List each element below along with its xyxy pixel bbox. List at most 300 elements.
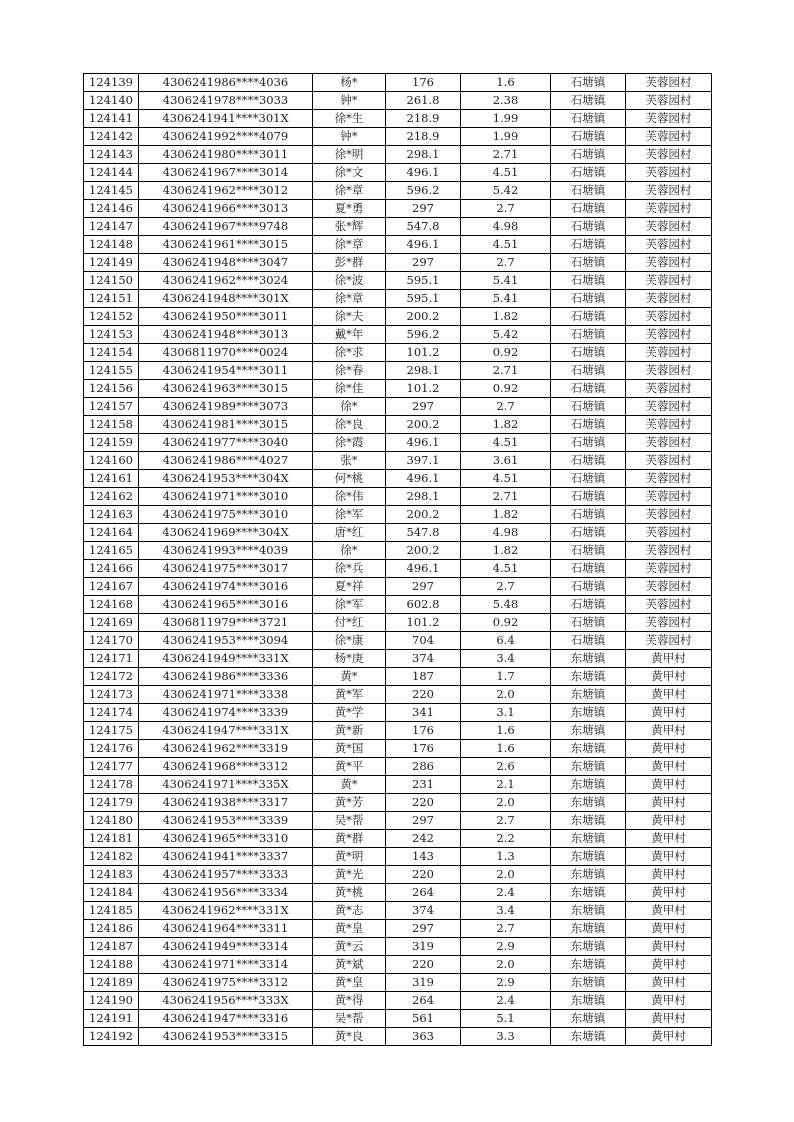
village-cell: 芙蓉园村 (626, 506, 712, 524)
table-row (84, 434, 712, 452)
table-row (84, 1010, 712, 1028)
person-name-cell: 黄*平 (313, 758, 386, 776)
amount-value-cell: 1.99 (461, 128, 551, 146)
area-value-cell: 200.2 (386, 542, 461, 560)
amount-value-cell: 4.98 (461, 218, 551, 236)
person-name-cell: 徐*明 (313, 146, 386, 164)
town-cell: 东塘镇 (551, 992, 626, 1010)
row-number-cell: 124156 (84, 380, 139, 398)
person-name-cell: 黄* (313, 668, 386, 686)
amount-value-cell: 1.6 (461, 74, 551, 92)
area-value-cell: 496.1 (386, 470, 461, 488)
village-cell: 黄甲村 (626, 938, 712, 956)
table-row (84, 146, 712, 164)
town-cell: 东塘镇 (551, 902, 626, 920)
amount-value-cell: 2.4 (461, 992, 551, 1010)
town-cell: 石塘镇 (551, 182, 626, 200)
town-cell: 东塘镇 (551, 920, 626, 938)
person-name-cell: 黄*光 (313, 866, 386, 884)
village-cell: 黄甲村 (626, 884, 712, 902)
area-value-cell: 297 (386, 812, 461, 830)
row-number-cell: 124189 (84, 974, 139, 992)
amount-value-cell: 3.1 (461, 704, 551, 722)
village-cell: 黄甲村 (626, 848, 712, 866)
area-value-cell: 602.8 (386, 596, 461, 614)
town-cell: 东塘镇 (551, 938, 626, 956)
person-name-cell: 徐*佳 (313, 380, 386, 398)
village-cell: 黄甲村 (626, 740, 712, 758)
person-name-cell: 杨*庚 (313, 650, 386, 668)
person-name-cell: 徐*夫 (313, 308, 386, 326)
row-number-cell: 124171 (84, 650, 139, 668)
person-name-cell: 徐*章 (313, 290, 386, 308)
row-number-cell: 124147 (84, 218, 139, 236)
row-number-cell: 124188 (84, 956, 139, 974)
id-number-cell: 4306241986****4036 (139, 74, 313, 92)
area-value-cell: 297 (386, 578, 461, 596)
town-cell: 石塘镇 (551, 92, 626, 110)
person-name-cell: 黄*学 (313, 704, 386, 722)
row-number-cell: 124162 (84, 488, 139, 506)
area-value-cell: 496.1 (386, 434, 461, 452)
town-cell: 石塘镇 (551, 614, 626, 632)
id-number-cell: 4306241965****3310 (139, 830, 313, 848)
town-cell: 石塘镇 (551, 470, 626, 488)
village-cell: 黄甲村 (626, 794, 712, 812)
town-cell: 石塘镇 (551, 578, 626, 596)
amount-value-cell: 3.4 (461, 902, 551, 920)
amount-value-cell: 1.82 (461, 542, 551, 560)
table-row (84, 884, 712, 902)
village-cell: 黄甲村 (626, 668, 712, 686)
row-number-cell: 124160 (84, 452, 139, 470)
area-value-cell: 547.8 (386, 218, 461, 236)
person-name-cell: 黄* (313, 776, 386, 794)
id-number-cell: 4306241969****304X (139, 524, 313, 542)
amount-value-cell: 1.7 (461, 668, 551, 686)
table-row (84, 254, 712, 272)
village-cell: 芙蓉园村 (626, 416, 712, 434)
amount-value-cell: 2.38 (461, 92, 551, 110)
area-value-cell: 143 (386, 848, 461, 866)
area-value-cell: 101.2 (386, 344, 461, 362)
person-name-cell: 徐* (313, 542, 386, 560)
amount-value-cell: 2.6 (461, 758, 551, 776)
area-value-cell: 319 (386, 938, 461, 956)
person-name-cell: 戴*年 (313, 326, 386, 344)
row-number-cell: 124181 (84, 830, 139, 848)
amount-value-cell: 2.9 (461, 974, 551, 992)
id-number-cell: 4306241956****3334 (139, 884, 313, 902)
amount-value-cell: 2.0 (461, 956, 551, 974)
row-number-cell: 124159 (84, 434, 139, 452)
village-cell: 芙蓉园村 (626, 470, 712, 488)
town-cell: 石塘镇 (551, 326, 626, 344)
table-row (84, 128, 712, 146)
area-value-cell: 298.1 (386, 488, 461, 506)
area-value-cell: 397.1 (386, 452, 461, 470)
town-cell: 石塘镇 (551, 236, 626, 254)
area-value-cell: 363 (386, 1028, 461, 1046)
table-row (84, 218, 712, 236)
table-row (84, 362, 712, 380)
town-cell: 东塘镇 (551, 722, 626, 740)
person-name-cell: 黄*云 (313, 938, 386, 956)
amount-value-cell: 2.1 (461, 776, 551, 794)
id-number-cell: 4306241953****3339 (139, 812, 313, 830)
id-number-cell: 4306241989****3073 (139, 398, 313, 416)
row-number-cell: 124161 (84, 470, 139, 488)
person-name-cell: 黄*群 (313, 830, 386, 848)
town-cell: 东塘镇 (551, 830, 626, 848)
amount-value-cell: 5.42 (461, 326, 551, 344)
id-number-cell: 4306241968****3312 (139, 758, 313, 776)
town-cell: 石塘镇 (551, 542, 626, 560)
id-number-cell: 4306241962****3024 (139, 272, 313, 290)
area-value-cell: 220 (386, 794, 461, 812)
area-value-cell: 374 (386, 902, 461, 920)
amount-value-cell: 2.7 (461, 920, 551, 938)
town-cell: 石塘镇 (551, 506, 626, 524)
town-cell: 石塘镇 (551, 632, 626, 650)
town-cell: 石塘镇 (551, 164, 626, 182)
table-row (84, 776, 712, 794)
town-cell: 石塘镇 (551, 254, 626, 272)
town-cell: 东塘镇 (551, 650, 626, 668)
amount-value-cell: 0.92 (461, 614, 551, 632)
amount-value-cell: 2.0 (461, 686, 551, 704)
person-name-cell: 张*辉 (313, 218, 386, 236)
village-cell: 芙蓉园村 (626, 488, 712, 506)
id-number-cell: 4306241971****3010 (139, 488, 313, 506)
data-table (83, 73, 712, 1046)
id-number-cell: 4306241986****4027 (139, 452, 313, 470)
town-cell: 石塘镇 (551, 488, 626, 506)
village-cell: 芙蓉园村 (626, 560, 712, 578)
village-cell: 芙蓉园村 (626, 326, 712, 344)
person-name-cell: 徐*军 (313, 596, 386, 614)
table-row (84, 704, 712, 722)
village-cell: 芙蓉园村 (626, 632, 712, 650)
id-number-cell: 4306241993****4039 (139, 542, 313, 560)
table-row (84, 902, 712, 920)
table-row (84, 578, 712, 596)
person-name-cell: 吴*帮 (313, 812, 386, 830)
village-cell: 芙蓉园村 (626, 596, 712, 614)
village-cell: 黄甲村 (626, 974, 712, 992)
table-row (84, 938, 712, 956)
village-cell: 黄甲村 (626, 704, 712, 722)
amount-value-cell: 2.7 (461, 200, 551, 218)
village-cell: 黄甲村 (626, 1010, 712, 1028)
id-number-cell: 4306241947****331X (139, 722, 313, 740)
area-value-cell: 101.2 (386, 380, 461, 398)
village-cell: 黄甲村 (626, 866, 712, 884)
table-row (84, 74, 712, 92)
person-name-cell: 黄*斌 (313, 956, 386, 974)
table-row (84, 848, 712, 866)
area-value-cell: 297 (386, 920, 461, 938)
table-row (84, 290, 712, 308)
village-cell: 黄甲村 (626, 920, 712, 938)
area-value-cell: 220 (386, 866, 461, 884)
person-name-cell: 钟* (313, 128, 386, 146)
row-number-cell: 124157 (84, 398, 139, 416)
row-number-cell: 124165 (84, 542, 139, 560)
amount-value-cell: 2.0 (461, 794, 551, 812)
town-cell: 石塘镇 (551, 308, 626, 326)
id-number-cell: 4306241977****3040 (139, 434, 313, 452)
table-row (84, 632, 712, 650)
village-cell: 芙蓉园村 (626, 164, 712, 182)
table-row (84, 686, 712, 704)
amount-value-cell: 1.3 (461, 848, 551, 866)
person-name-cell: 徐*生 (313, 110, 386, 128)
row-number-cell: 124175 (84, 722, 139, 740)
row-number-cell: 124178 (84, 776, 139, 794)
row-number-cell: 124187 (84, 938, 139, 956)
table-row (84, 416, 712, 434)
village-cell: 芙蓉园村 (626, 362, 712, 380)
id-number-cell: 4306241962****3012 (139, 182, 313, 200)
amount-value-cell: 2.7 (461, 254, 551, 272)
town-cell: 东塘镇 (551, 1010, 626, 1028)
area-value-cell: 561 (386, 1010, 461, 1028)
amount-value-cell: 5.41 (461, 290, 551, 308)
id-number-cell: 4306241980****3011 (139, 146, 313, 164)
table-row (84, 668, 712, 686)
area-value-cell: 200.2 (386, 506, 461, 524)
area-value-cell: 176 (386, 722, 461, 740)
town-cell: 东塘镇 (551, 758, 626, 776)
id-number-cell: 4306241948****301X (139, 290, 313, 308)
row-number-cell: 124149 (84, 254, 139, 272)
table-body (84, 74, 712, 1046)
person-name-cell: 黄*桃 (313, 884, 386, 902)
row-number-cell: 124184 (84, 884, 139, 902)
town-cell: 石塘镇 (551, 416, 626, 434)
area-value-cell: 298.1 (386, 146, 461, 164)
town-cell: 东塘镇 (551, 704, 626, 722)
id-number-cell: 4306241949****3314 (139, 938, 313, 956)
amount-value-cell: 5.48 (461, 596, 551, 614)
id-number-cell: 4306241974****3016 (139, 578, 313, 596)
row-number-cell: 124183 (84, 866, 139, 884)
amount-value-cell: 4.51 (461, 470, 551, 488)
person-name-cell: 黄*国 (313, 740, 386, 758)
amount-value-cell: 2.0 (461, 866, 551, 884)
amount-value-cell: 2.4 (461, 884, 551, 902)
area-value-cell: 187 (386, 668, 461, 686)
table-row (84, 452, 712, 470)
village-cell: 芙蓉园村 (626, 434, 712, 452)
area-value-cell: 595.1 (386, 272, 461, 290)
person-name-cell: 徐*伟 (313, 488, 386, 506)
village-cell: 芙蓉园村 (626, 146, 712, 164)
person-name-cell: 何*桃 (313, 470, 386, 488)
area-value-cell: 101.2 (386, 614, 461, 632)
amount-value-cell: 4.51 (461, 434, 551, 452)
id-number-cell: 4306241971****335X (139, 776, 313, 794)
person-name-cell: 付*红 (313, 614, 386, 632)
amount-value-cell: 2.7 (461, 578, 551, 596)
village-cell: 黄甲村 (626, 776, 712, 794)
village-cell: 芙蓉园村 (626, 290, 712, 308)
village-cell: 黄甲村 (626, 992, 712, 1010)
area-value-cell: 218.9 (386, 110, 461, 128)
village-cell: 芙蓉园村 (626, 344, 712, 362)
id-number-cell: 4306241938****3317 (139, 794, 313, 812)
table-row (84, 722, 712, 740)
id-number-cell: 4306241953****3315 (139, 1028, 313, 1046)
town-cell: 石塘镇 (551, 362, 626, 380)
row-number-cell: 124191 (84, 1010, 139, 1028)
amount-value-cell: 1.6 (461, 722, 551, 740)
person-name-cell: 徐*康 (313, 632, 386, 650)
row-number-cell: 124153 (84, 326, 139, 344)
village-cell: 芙蓉园村 (626, 110, 712, 128)
row-number-cell: 124173 (84, 686, 139, 704)
row-number-cell: 124174 (84, 704, 139, 722)
amount-value-cell: 1.6 (461, 740, 551, 758)
amount-value-cell: 2.7 (461, 398, 551, 416)
row-number-cell: 124152 (84, 308, 139, 326)
table-row (84, 470, 712, 488)
area-value-cell: 496.1 (386, 560, 461, 578)
row-number-cell: 124154 (84, 344, 139, 362)
id-number-cell: 4306241971****3338 (139, 686, 313, 704)
id-number-cell: 4306241975****3017 (139, 560, 313, 578)
id-number-cell: 4306241978****3033 (139, 92, 313, 110)
area-value-cell: 547.8 (386, 524, 461, 542)
id-number-cell: 4306241975****3010 (139, 506, 313, 524)
town-cell: 东塘镇 (551, 794, 626, 812)
person-name-cell: 张* (313, 452, 386, 470)
id-number-cell: 4306811970****0024 (139, 344, 313, 362)
table-row (84, 560, 712, 578)
person-name-cell: 黄*明 (313, 848, 386, 866)
table-row (84, 110, 712, 128)
town-cell: 石塘镇 (551, 434, 626, 452)
person-name-cell: 黄*皇 (313, 920, 386, 938)
area-value-cell: 595.1 (386, 290, 461, 308)
row-number-cell: 124164 (84, 524, 139, 542)
table-row (84, 308, 712, 326)
town-cell: 东塘镇 (551, 884, 626, 902)
table-row (84, 920, 712, 938)
table-row (84, 974, 712, 992)
town-cell: 石塘镇 (551, 272, 626, 290)
table-row (84, 164, 712, 182)
amount-value-cell: 3.3 (461, 1028, 551, 1046)
table-row (84, 524, 712, 542)
person-name-cell: 徐* (313, 398, 386, 416)
id-number-cell: 4306241953****304X (139, 470, 313, 488)
person-name-cell: 吴*帮 (313, 1010, 386, 1028)
id-number-cell: 4306241954****3011 (139, 362, 313, 380)
village-cell: 芙蓉园村 (626, 308, 712, 326)
area-value-cell: 298.1 (386, 362, 461, 380)
table-row (84, 398, 712, 416)
town-cell: 东塘镇 (551, 1028, 626, 1046)
town-cell: 东塘镇 (551, 848, 626, 866)
area-value-cell: 264 (386, 884, 461, 902)
table-row (84, 326, 712, 344)
row-number-cell: 124179 (84, 794, 139, 812)
amount-value-cell: 4.51 (461, 236, 551, 254)
village-cell: 芙蓉园村 (626, 92, 712, 110)
area-value-cell: 218.9 (386, 128, 461, 146)
row-number-cell: 124150 (84, 272, 139, 290)
area-value-cell: 374 (386, 650, 461, 668)
id-number-cell: 4306241941****301X (139, 110, 313, 128)
id-number-cell: 4306241981****3015 (139, 416, 313, 434)
amount-value-cell: 0.92 (461, 344, 551, 362)
row-number-cell: 124170 (84, 632, 139, 650)
village-cell: 黄甲村 (626, 722, 712, 740)
town-cell: 石塘镇 (551, 74, 626, 92)
amount-value-cell: 2.2 (461, 830, 551, 848)
row-number-cell: 124155 (84, 362, 139, 380)
town-cell: 石塘镇 (551, 596, 626, 614)
id-number-cell: 4306241992****4079 (139, 128, 313, 146)
person-name-cell: 黄*良 (313, 1028, 386, 1046)
village-cell: 芙蓉园村 (626, 74, 712, 92)
person-name-cell: 徐*兵 (313, 560, 386, 578)
amount-value-cell: 2.71 (461, 362, 551, 380)
row-number-cell: 124172 (84, 668, 139, 686)
id-number-cell: 4306241974****3339 (139, 704, 313, 722)
row-number-cell: 124144 (84, 164, 139, 182)
village-cell: 芙蓉园村 (626, 614, 712, 632)
row-number-cell: 124186 (84, 920, 139, 938)
id-number-cell: 4306811979****3721 (139, 614, 313, 632)
amount-value-cell: 1.82 (461, 416, 551, 434)
row-number-cell: 124167 (84, 578, 139, 596)
table-row (84, 830, 712, 848)
area-value-cell: 297 (386, 398, 461, 416)
town-cell: 石塘镇 (551, 146, 626, 164)
amount-value-cell: 3.4 (461, 650, 551, 668)
person-name-cell: 唐*红 (313, 524, 386, 542)
row-number-cell: 124158 (84, 416, 139, 434)
table-row (84, 758, 712, 776)
table-row (84, 542, 712, 560)
id-number-cell: 4306241966****3013 (139, 200, 313, 218)
person-name-cell: 彭*群 (313, 254, 386, 272)
village-cell: 芙蓉园村 (626, 200, 712, 218)
village-cell: 芙蓉园村 (626, 128, 712, 146)
town-cell: 东塘镇 (551, 776, 626, 794)
row-number-cell: 124168 (84, 596, 139, 614)
village-cell: 芙蓉园村 (626, 578, 712, 596)
id-number-cell: 4306241948****3047 (139, 254, 313, 272)
person-name-cell: 徐*章 (313, 236, 386, 254)
area-value-cell: 286 (386, 758, 461, 776)
id-number-cell: 4306241963****3015 (139, 380, 313, 398)
table-row (84, 956, 712, 974)
row-number-cell: 124141 (84, 110, 139, 128)
village-cell: 芙蓉园村 (626, 542, 712, 560)
row-number-cell: 124185 (84, 902, 139, 920)
person-name-cell: 徐*霞 (313, 434, 386, 452)
village-cell: 芙蓉园村 (626, 452, 712, 470)
area-value-cell: 297 (386, 254, 461, 272)
row-number-cell: 124192 (84, 1028, 139, 1046)
table-row (84, 614, 712, 632)
town-cell: 石塘镇 (551, 290, 626, 308)
id-number-cell: 4306241948****3013 (139, 326, 313, 344)
